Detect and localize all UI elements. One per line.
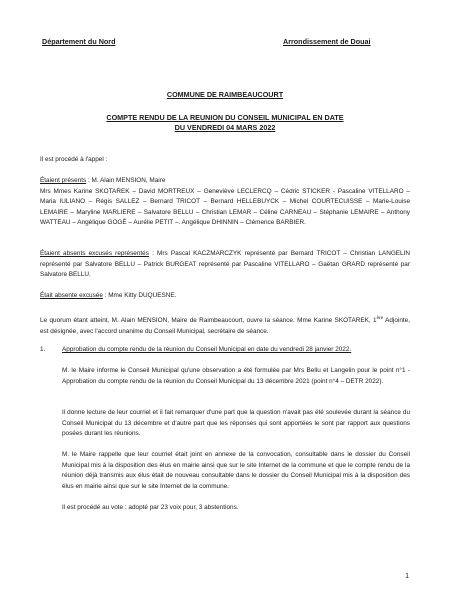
- quorum-part1: Le quorum étant atteint, M. Alain MENSION, Maire de Raimbeaucourt, ouvre la séance. Mme Karine SKOTAREK, 1: [40, 317, 377, 325]
- item1-number: 1.: [40, 346, 46, 353]
- item1-paragraph-2: Il donne lecture de leur courriel et il fait remarquer d'une part que la question n'avait pas été soulevée durant la séance du Conseil Municipal du 13 décembre et d'autre part que les réponses qui sont apportées le sont par rapport aux questions posées durant les réunions.: [62, 409, 410, 437]
- excuses-text: : Mrs Pascal KACZMARCZYK représenté par Bernard TRICOT – Christian LANGELIN représenté par Salvatore BELLU – Patrick BURGEAT représenté par Pascaline VITELLARO – Gaëtan GRARD représenté par Salvatore BELLU.: [40, 250, 410, 278]
- item1-title: Approbation du compte rendu de la réunion du Conseil Municipal en date du vendredi 28 janvier 2022.: [62, 346, 352, 353]
- item1-paragraph-1: M. le Maire informe le Conseil Municipal qu'une observation a été formulée par Mrs Bellu et Langelin pour le point n°1 - Approbation du compte rendu de la réunion du Conseil Municipal du 13 décembre 2021 (point n°4 – DETR 2022).: [62, 367, 410, 385]
- page-number: 1: [405, 573, 409, 580]
- report-title-line1: COMPTE RENDU DE LA REUNION DU CONSEIL MUNICIPAL EN DATE: [106, 113, 344, 122]
- report-title: [0, 113, 450, 132]
- item1-paragraph-3: M. le Maire rappelle que leur courriel était joint en annexe de la convocation, consultable dans le dossier du Conseil Municipal mis à la disposition des élus en mairie ainsi que sur le site Internet de la commune et que le compte rendu de la réunion déjà transmis aux élus était de nouveau consultable dans le dossier du Conseil Municipal mis à la disposition des élus en mairie ainsi que sur le site Internet de la commune.: [62, 451, 410, 490]
- roll-call-intro: Il est procédé à l'appel :: [40, 156, 108, 163]
- presents-list: Mrs Mmes Karine SKOTAREK – David MORTREUX – Geneviève LECLERCQ – Cédric STICKER - Pascaline VITELLARO – Maria IULIANO – Régis SALLEZ – Bernard TRICOT – Bernard HELLEBUYCK – Michel COURTECUISSE – Marie-Louise LEMAIRE – Maryline MARLIERE – Salvatore BELLU – Christian LEMAR – Céline CARNEAU – Stéphanie LEMAIRE – Anthony WATTEAU – Angélique GOGÉ – Aurélie PETIT –. Angélique DHINNIN – Clémence BARBIER.: [40, 187, 410, 226]
- presents-mayor: : M. Alain MENSION, Maire: [86, 177, 166, 184]
- quorum-paragraph: [40, 313, 410, 337]
- arrondissement-header: Arrondissement de Douai: [283, 37, 371, 46]
- report-title-line2: DU VENDREDI 04 MARS 2022: [174, 122, 276, 132]
- department-header: Département du Nord: [42, 37, 116, 46]
- commune-title: COMMUNE DE RAIMBEAUCOURT: [166, 90, 284, 99]
- absente-text: : Mme Kitty DUQUESNE.: [102, 292, 177, 299]
- quorum-sup: ère: [376, 315, 384, 320]
- absente-label: Était absente excusée: [40, 292, 103, 299]
- excuses-paragraph: [40, 249, 410, 281]
- presents-label: Étaient présents: [40, 177, 87, 184]
- absente-paragraph: [40, 291, 410, 302]
- excuses-label: Étaient absents excusés représentés: [40, 250, 149, 257]
- quorum-part2: Adjointe, est désignée, avec l'accord unanime du Conseil Municipal, secrétaire de séance.: [40, 317, 410, 335]
- presents-paragraph: [40, 176, 410, 229]
- item1-vote: Il est procédé au vote : adopté par 23 voix pour, 3 abstentions.: [62, 504, 239, 511]
